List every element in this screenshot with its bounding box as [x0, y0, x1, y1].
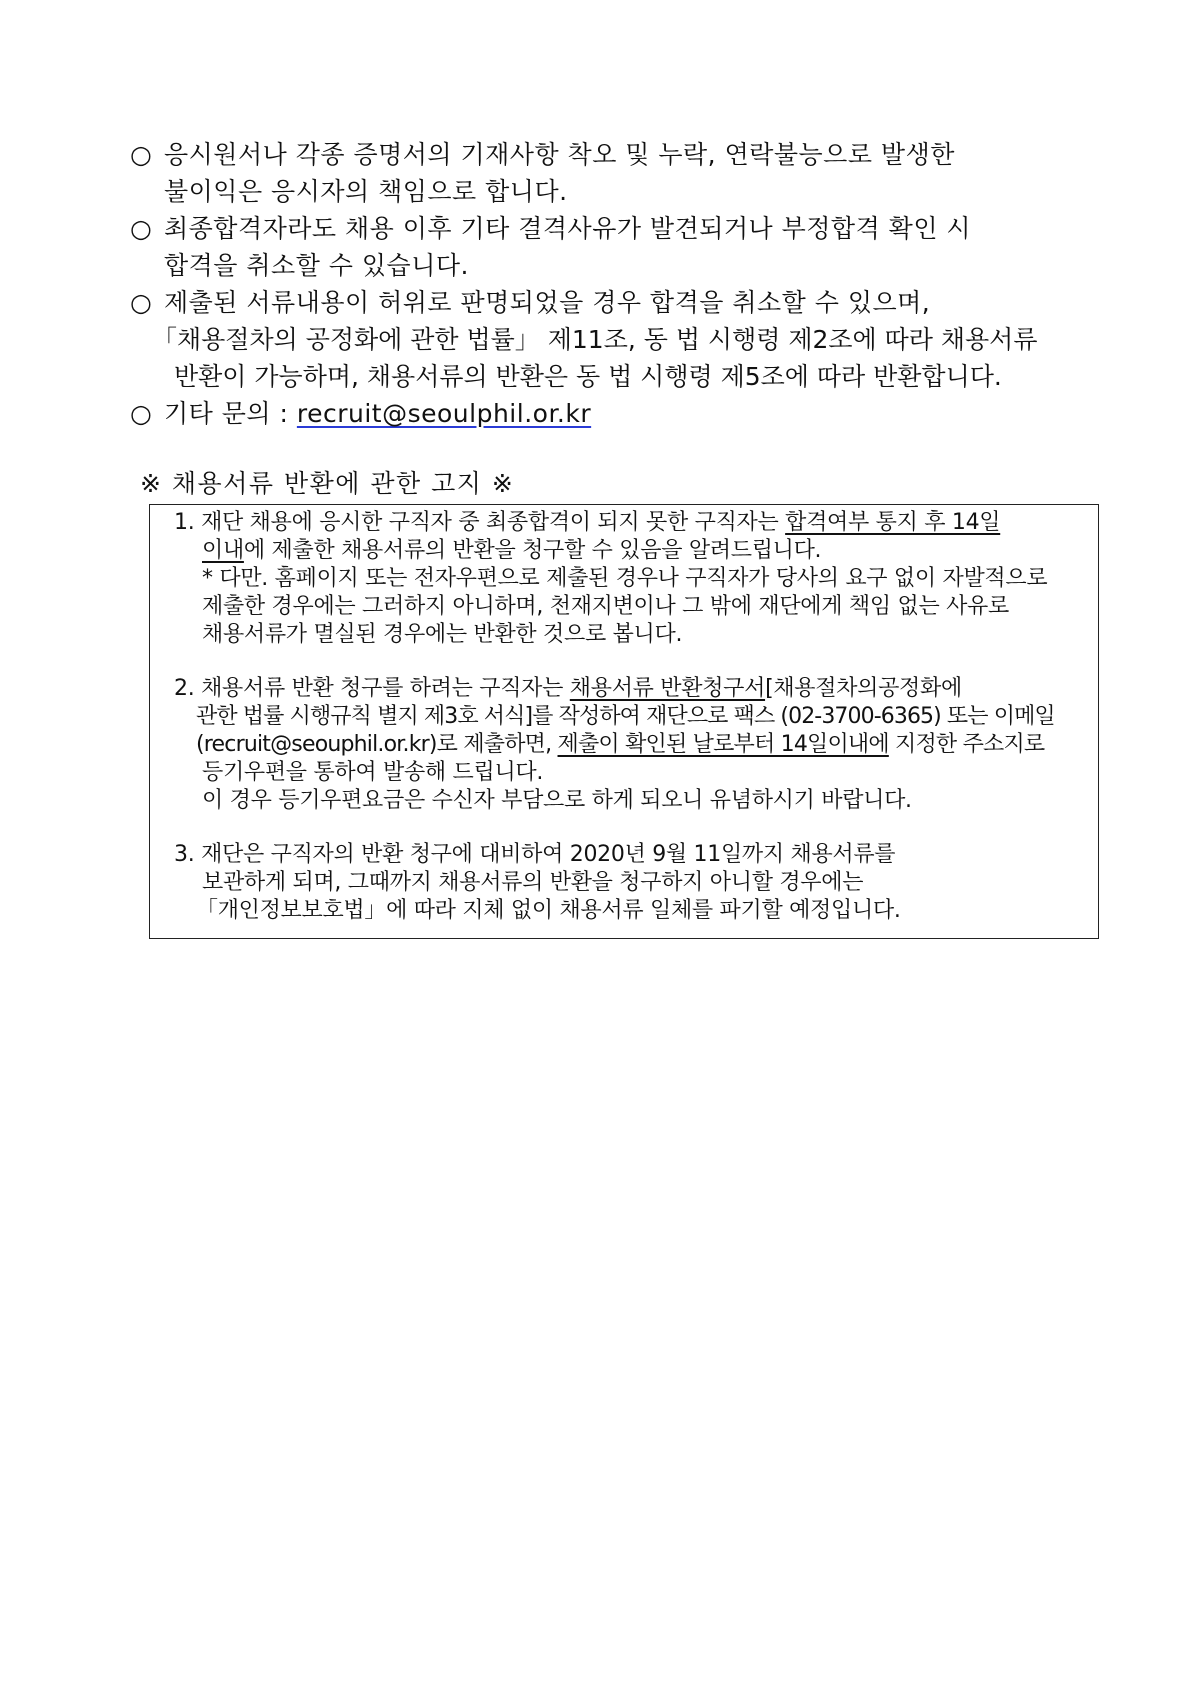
bullet-text: 최종합격자라도 채용 이후 기타 결격사유가 발견되거나 부정합격 확인 시 — [164, 214, 972, 243]
notice-item-1-line — [174, 565, 1094, 593]
notice-item-3 — [174, 841, 1094, 869]
return-notice-box — [149, 504, 1099, 939]
bullet-text: 응시원서나 각종 증명서의 기재사항 착오 및 누락, 연락불능으로 발생한 — [164, 140, 955, 169]
notice-text: 관한 법률 시행규칙 별지 제3호 서식]를 작성하여 재단으로 팩스 (02-3700-6365) 또는 이메일 — [196, 704, 1055, 729]
notice-text: 지정한 주소지로 — [888, 732, 1045, 757]
notice-text: 제출한 경우에는 그러하지 아니하며, 천재지변이나 그 밖에 재단에게 책임 없는 사유로 — [202, 594, 1009, 619]
return-notice-heading: ※ 채용서류 반환에 관한 고지 ※ — [140, 469, 515, 498]
underlined-text: 제출이 확인된 날로부터 14일이내에 — [557, 732, 889, 757]
notice-text: 2. 채용서류 반환 청구를 하려는 구직자는 — [174, 676, 570, 701]
underlined-text: 채용서류 반환청구서 — [569, 676, 766, 701]
notice-item-1-line — [174, 621, 1094, 649]
bullet-text: 합격을 취소할 수 있습니다. — [164, 251, 469, 280]
bullet-text: 제출된 서류내용이 허위로 판명되었을 경우 합격을 취소할 수 있으며, — [164, 288, 931, 317]
underlined-text: 합격여부 통지 후 14일 — [785, 510, 1001, 535]
contact-email-link[interactable]: recruit@seoulphil.or.kr — [296, 399, 592, 428]
notice-text: 1. 재단 채용에 응시한 구직자 중 최종합격이 되지 못한 구직자는 — [174, 510, 786, 535]
notice-item-2-line — [174, 731, 1094, 759]
contact-label: 기타 문의 : — [164, 399, 297, 428]
circle-bullet-icon: ○ — [130, 140, 153, 169]
notice-item-3-line — [174, 897, 1094, 925]
bullet-item-3-continuation — [130, 321, 1120, 358]
return-notice-text — [174, 509, 1094, 925]
bullet-item-1-continuation — [130, 173, 1120, 210]
notice-text: 이 경우 등기우편요금은 수신자 부담으로 하게 되오니 유념하시기 바랍니다. — [202, 788, 912, 813]
notice-item-3-line — [174, 869, 1094, 897]
bullet-text: 「채용절차의 공정화에 관한 법률」 제11조, 동 법 시행령 제2조에 따라 채용서류 — [152, 325, 1038, 354]
bullet-item-3 — [130, 284, 1120, 321]
notice-text: 3. 재단은 구직자의 반환 청구에 대비하여 2020년 9월 11일까지 채용서류를 — [174, 842, 896, 867]
bullet-item-2 — [130, 210, 1120, 247]
notice-item-1-line — [174, 537, 1094, 565]
circle-bullet-icon: ○ — [130, 214, 153, 243]
bullet-item-2-continuation — [130, 247, 1120, 284]
underlined-text: 이내 — [202, 538, 244, 563]
notice-text: 「개인정보보호법」에 따라 지체 없이 채용서류 일체를 파기할 예정입니다. — [196, 898, 901, 923]
notice-item-1 — [174, 509, 1094, 537]
bullet-item-4 — [130, 395, 1120, 432]
notice-text: 보관하게 되며, 그때까지 채용서류의 반환을 청구하지 아니할 경우에는 — [202, 870, 864, 895]
bullet-item-1 — [130, 136, 1120, 173]
notice-text: (recruit@seouphil.or.kr)로 제출하면, — [196, 732, 558, 757]
bullet-item-3-continuation — [130, 358, 1120, 395]
notice-bullet-list — [130, 136, 1120, 432]
notice-text: * 다만. 홈페이지 또는 전자우편으로 제출된 경우나 구직자가 당사의 요구 없이 자발적으로 — [202, 566, 1048, 591]
notice-item-2-line — [174, 703, 1094, 731]
notice-item-2-line — [174, 759, 1094, 787]
notice-item-2-line — [174, 787, 1094, 815]
notice-item-2 — [174, 675, 1094, 703]
bullet-text: 불이익은 응시자의 책임으로 합니다. — [164, 177, 568, 206]
notice-item-1-line — [174, 593, 1094, 621]
notice-text: [채용절차의공정화에 — [765, 676, 962, 701]
circle-bullet-icon: ○ — [130, 288, 153, 317]
notice-text: 채용서류가 멸실된 경우에는 반환한 것으로 봅니다. — [202, 622, 683, 647]
bullet-text: 반환이 가능하며, 채용서류의 반환은 동 법 시행령 제5조에 따라 반환합니다. — [174, 362, 1002, 391]
notice-text: 등기우편을 통하여 발송해 드립니다. — [202, 760, 544, 785]
circle-bullet-icon: ○ — [130, 399, 153, 428]
notice-text: 에 제출한 채용서류의 반환을 청구할 수 있음을 알려드립니다. — [243, 538, 822, 563]
